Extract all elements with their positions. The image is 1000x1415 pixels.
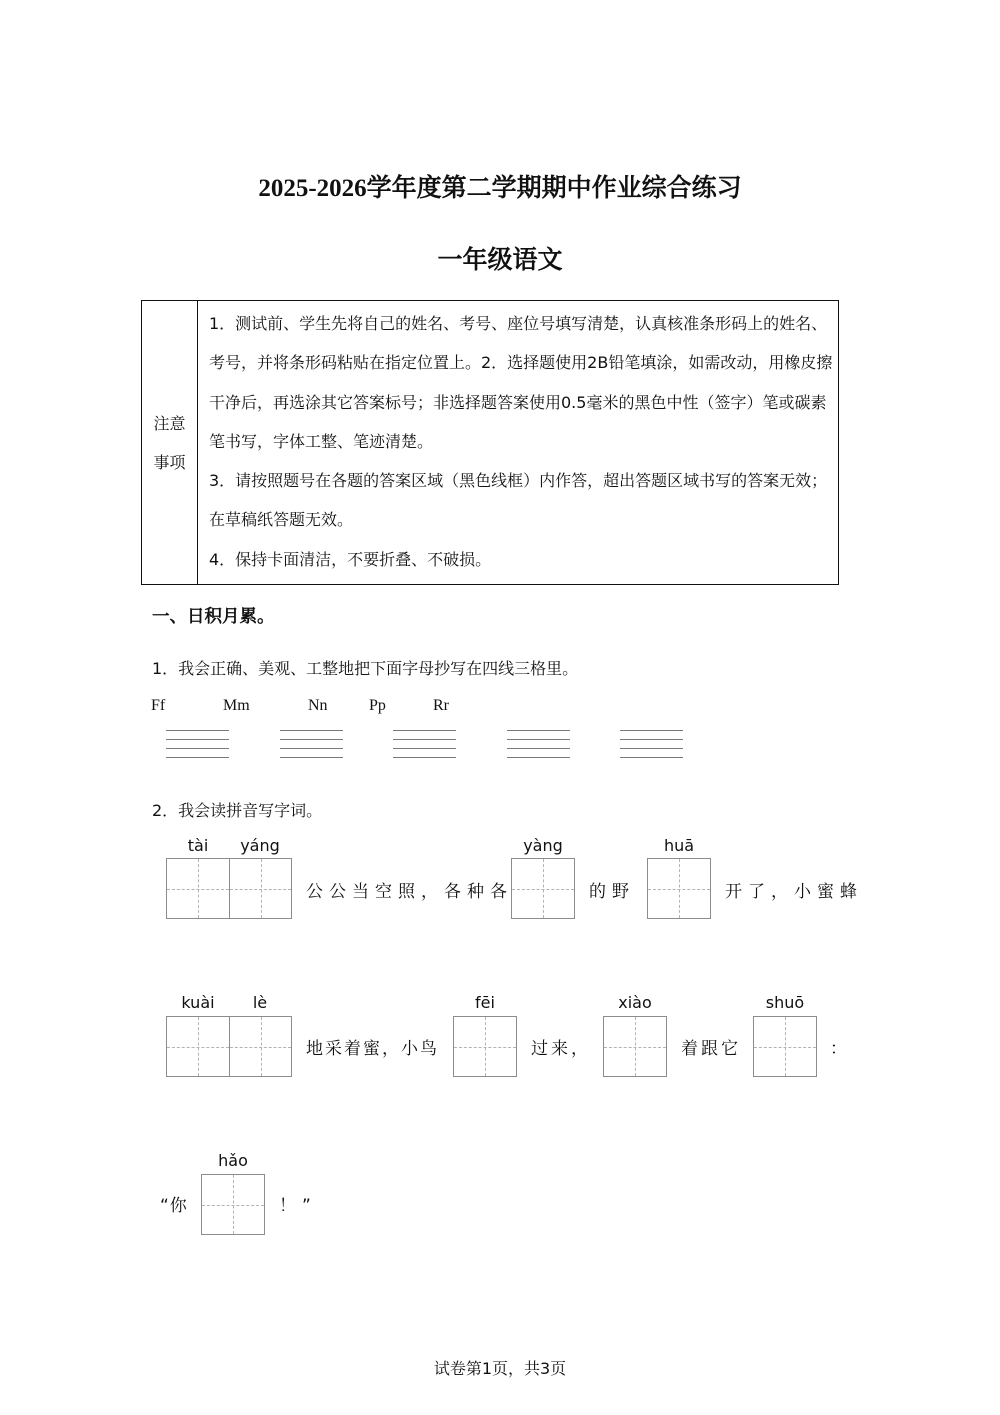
notice-label-line2: 事项 [153,452,186,472]
sentence-text: 过来， [531,1039,591,1059]
pinyin-label: fēi [475,993,495,1012]
tian-cell[interactable] [167,1017,229,1076]
letter-label: Ff [151,697,166,714]
paper-subtitle: 一年级语文 [437,245,563,274]
tian-cell[interactable] [754,1017,816,1076]
sentence-text: 的野 [589,882,635,902]
sentence-text: 公公当空照，各种各 [306,882,513,902]
tian-cell[interactable] [229,859,291,918]
tian-grid-box[interactable] [511,858,575,919]
pinyin-label: huā [663,836,695,855]
tian-cell[interactable] [167,859,229,918]
notice-item: 1．测试前、学生先将自己的姓名、考号、座位号填写清楚，认真核准条形码上的姓名、考号，并将条形码粘贴在指定位置上。2．选择题使用2B铅笔填涂，如需改动，用橡皮擦干净后，再选涂其它答案标号；非选择题答案使用0.5毫米的黑色中性（签字）笔或碳素笔书写，字体工整、笔迹清楚。 [209,314,833,451]
four-line-grid[interactable] [166,730,229,758]
notice-label-line1: 注意 [153,413,186,433]
notice-item: 3．请按照题号在各题的答案区域（黑色线框）内作答，超出答题区域书写的答案无效；在草稿纸答题无效。 [209,471,828,530]
notice-label [142,301,198,584]
tian-grid-box[interactable] [166,1016,292,1077]
four-line-grid[interactable] [507,730,570,758]
pinyin-label: xiào [618,993,652,1012]
question-1-prompt: 1．我会正确、美观、工整地把下面字母抄写在四线三格里。 [152,659,579,678]
four-line-grid[interactable] [280,730,343,758]
tian-grid-box[interactable] [753,1016,817,1077]
tian-cell[interactable] [229,1017,291,1076]
tian-cell[interactable] [454,1017,516,1076]
tian-cell[interactable] [202,1175,264,1234]
section-heading: 一、日积月累。 [152,607,275,627]
notice-box [141,300,839,585]
page-footer: 试卷第1页，共3页 [433,1359,567,1378]
pinyin-label: shuō [765,993,805,1012]
tian-cell[interactable] [648,859,710,918]
paper-title: 2025-2026学年度第二学期期中作业综合练习 [258,175,742,202]
letter-label: Nn [308,697,328,714]
letter-label: Pp [369,697,386,714]
pinyin-label: kuài [181,993,215,1012]
tian-grid-box[interactable] [166,858,292,919]
letter-label: Mm [223,697,250,714]
notice-item: 4．保持卡面清洁，不要折叠、不破损。 [209,549,492,569]
sentence-text: 着跟它 [681,1039,741,1059]
tian-grid-box[interactable] [647,858,711,919]
pinyin-label: tài [187,836,209,855]
four-line-grid[interactable] [393,730,456,758]
sentence-text: “你 [160,1196,188,1216]
tian-grid-box[interactable] [453,1016,517,1077]
notice-body [209,304,834,579]
tian-grid-box[interactable] [603,1016,667,1077]
question-2-prompt: 2．我会读拼音写字词。 [152,801,323,820]
tian-grid-box[interactable] [201,1174,265,1235]
tian-cell[interactable] [512,859,574,918]
tian-cell[interactable] [604,1017,666,1076]
pinyin-label: hǎo [218,1151,248,1170]
sentence-text: 地采着蜜，小鸟 [306,1039,439,1059]
four-line-grid[interactable] [620,730,683,758]
pinyin-label: lè [252,993,268,1012]
sentence-text: 开了，小蜜蜂 [725,882,863,902]
pinyin-label: yáng [240,836,280,855]
sentence-text: ！” [279,1196,317,1216]
letter-label: Rr [433,697,449,714]
sentence-text: ： [830,1039,853,1059]
pinyin-label: yàng [523,836,563,855]
